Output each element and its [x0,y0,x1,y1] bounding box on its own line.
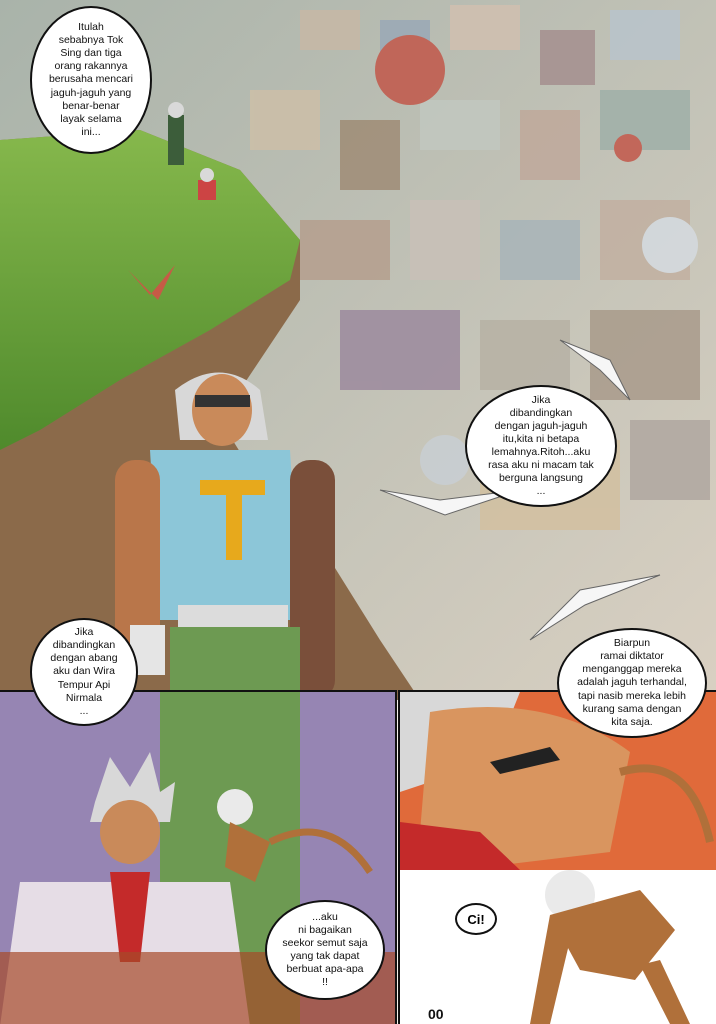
panel-monkey [398,870,716,1024]
speech-bubble-compare-brother: Jika dibandingkan dengan abang aku dan Wira Tempur Api Nirmala ... [30,618,138,726]
monkey-sound-bubble: Ci! [455,903,497,935]
speech-bubble-ant: ...aku ni bagaikan seekor semut saja yang tak dapat berbuat apa-apa !! [265,900,385,1000]
speech-bubble-compare-heroes: Jika dibandingkan dengan jaguh-jaguh itu,kita ni betapa lemahnya.Ritoh...aku rasa aku ni macam tak berguna langsung ... [465,385,617,507]
speech-bubble-intro: Itulah sebabnya Tok Sing dan tiga orang rakannya berusaha mencari jaguh-jaguh yang benar-benar layak selama ini... [30,6,152,154]
speech-bubble-dictators: Biarpun ramai diktator menganggap mereka adalah jaguh terhandal, tapi nasib mereka lebih kurang sama dengan kita saja. [557,628,707,738]
page-number: 00 [428,1006,444,1022]
monkey-illustration [400,870,716,1024]
